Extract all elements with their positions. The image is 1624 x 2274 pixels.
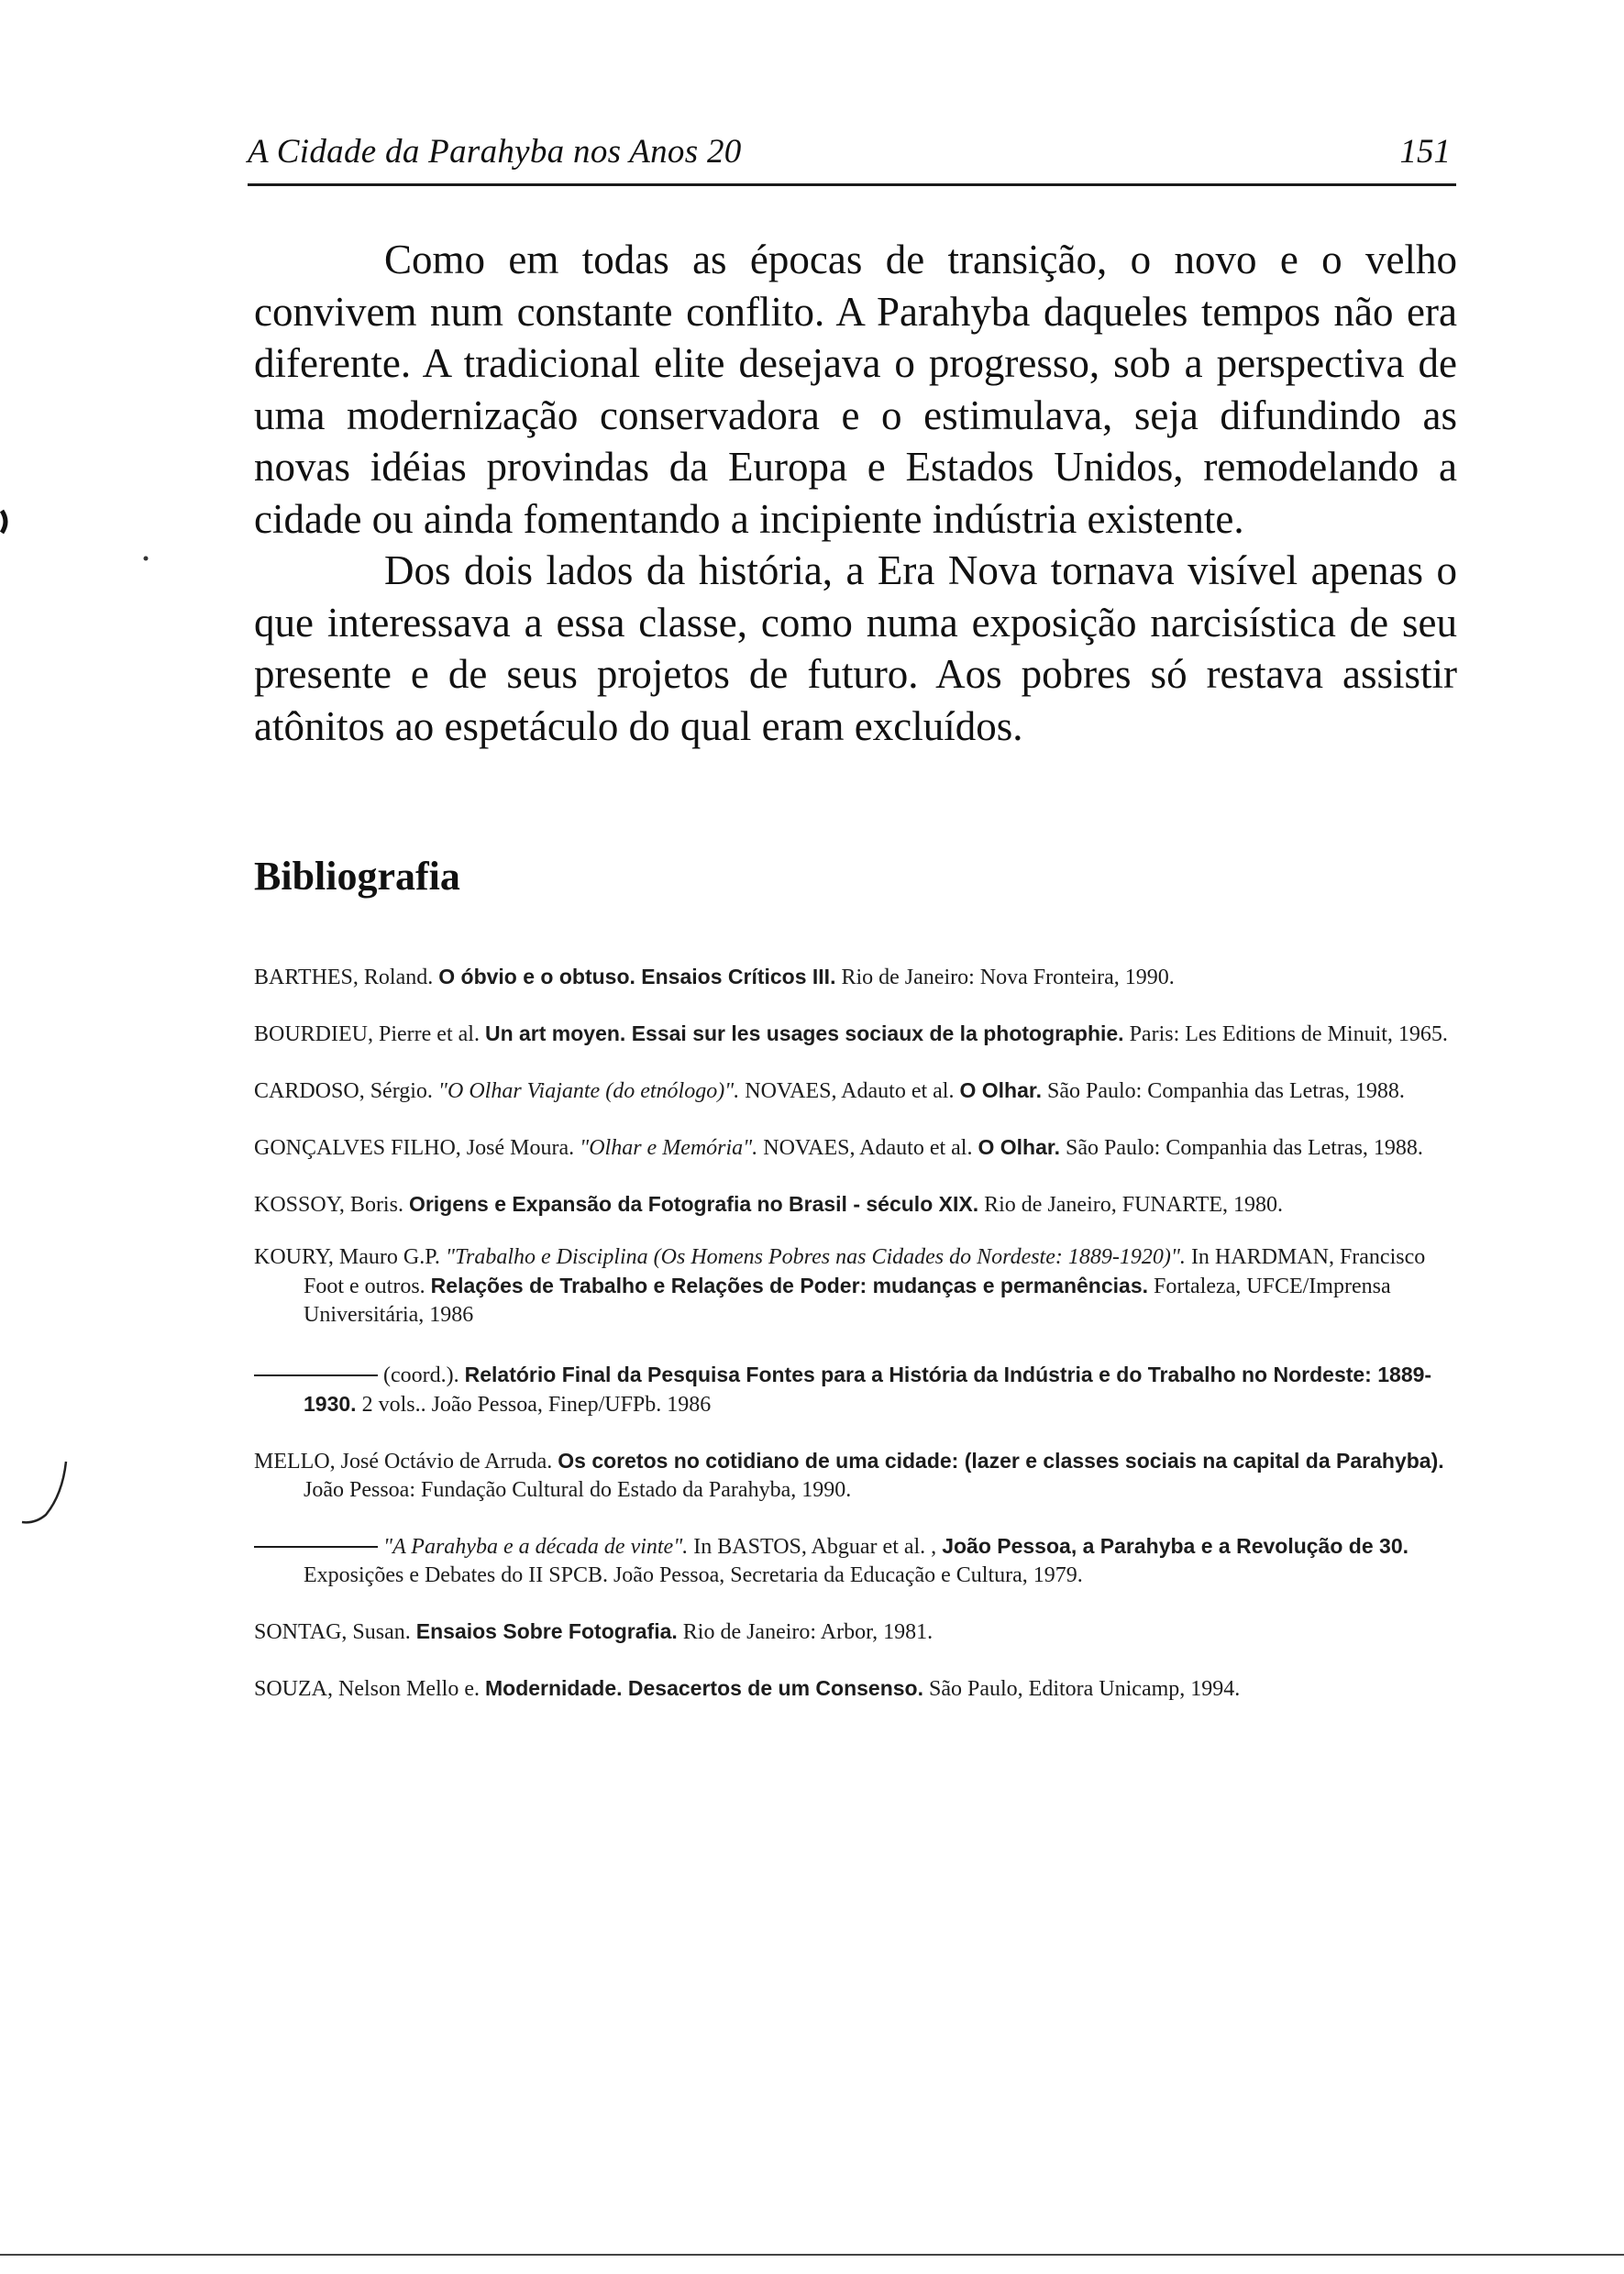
bib-editors: (coord.). (383, 1363, 459, 1387)
scan-mark-left-dot-small (142, 555, 149, 562)
bib-article-title: "A Parahyba e a década de vinte". (383, 1535, 689, 1559)
bibliography-entry (254, 1617, 1455, 1647)
bib-title: O Olhar. (959, 1078, 1042, 1102)
bib-author: SOUZA, Nelson Mello e. (254, 1677, 480, 1701)
bibliography-entry (254, 1190, 1455, 1220)
bibliography-list (254, 963, 1455, 1704)
bib-title: O Olhar. (978, 1135, 1060, 1159)
bibliography-entry (254, 1361, 1455, 1419)
bib-title: Relações de Trabalho e Relações de Poder: mudanças e permanências. (430, 1274, 1148, 1297)
bib-title: Relatório Final da Pesquisa Fontes para a História da Indústria e do Trabalho no Nordeste: 1889-1930. (304, 1363, 1432, 1416)
bib-title: João Pessoa, a Parahyba e a Revolução de 30. (942, 1534, 1409, 1558)
bibliography-entry (254, 1133, 1455, 1163)
bib-publication: Rio de Janeiro: Nova Fronteira, 1990. (841, 966, 1175, 989)
bib-editors: In BASTOS, Abguar et al. , (693, 1535, 937, 1559)
bibliography-entry (254, 1243, 1455, 1330)
bib-publication: São Paulo, Editora Unicamp, 1994. (929, 1677, 1241, 1701)
bibliography-entry (254, 1076, 1455, 1106)
bib-title: Os coretos no cotidiano de uma cidade: (lazer e classes sociais na capital da Parahyba). (558, 1449, 1444, 1473)
bib-editors: NOVAES, Adauto et al. (763, 1136, 973, 1160)
bib-author: KOSSOY, Boris. (254, 1193, 403, 1217)
bib-publication: Fortaleza, UFCE/Imprensa Universitária, 1986 (304, 1275, 1391, 1327)
bib-article-title: "Olhar e Memória". (580, 1136, 758, 1160)
bibliography-entry (254, 963, 1455, 992)
bib-publication: São Paulo: Companhia das Letras, 1988. (1046, 1079, 1405, 1103)
bib-publication: João Pessoa: Fundação Cultural do Estado da Parahyba, 1990. (304, 1478, 852, 1502)
bibliography-entry (254, 1532, 1455, 1590)
bib-title: Un art moyen. Essai sur les usages sociaux de la photographie. (484, 1021, 1124, 1045)
scan-mark-pencil-stroke (18, 1458, 73, 1531)
bib-publication: Rio de Janeiro, FUNARTE, 1980. (984, 1193, 1283, 1217)
bibliography-entry (254, 1447, 1455, 1505)
bib-editors: In HARDMAN, Francisco Foot e outros. (304, 1245, 1426, 1298)
bib-title: Modernidade. Desacertos de um Consenso. (484, 1676, 923, 1700)
bib-title: Origens e Expansão da Fotografia no Brasil - século XIX. (408, 1192, 979, 1216)
bib-author: CARDOSO, Sérgio. (254, 1079, 433, 1103)
bib-publication: Paris: Les Editions de Minuit, 1965. (1129, 1022, 1448, 1046)
page-number: 151 (1399, 133, 1451, 171)
paragraph: Dos dois lados da história, a Era Nova tornava visível apenas o que interessava a essa classe, como numa exposição narcisística de seu presente e de seus projetos de futuro. Aos pobres só restava assistir atônitos ao espetáculo do qual eram excluídos. (254, 547, 1457, 749)
running-header (248, 127, 1456, 186)
scan-mark-left-dot (0, 509, 11, 535)
bibliography-entry (254, 1674, 1455, 1704)
body-text (254, 234, 1457, 752)
bibliography-entry (254, 1020, 1455, 1049)
bib-author: KOURY, Mauro G.P. (254, 1245, 440, 1269)
bibliography-heading: Bibliografia (254, 854, 460, 899)
bib-author: GONÇALVES FILHO, José Moura. (254, 1136, 575, 1160)
bib-publication: São Paulo: Companhia das Letras, 1988. (1065, 1136, 1423, 1160)
bib-article-title: "Trabalho e Disciplina (Os Homens Pobres nas Cidades do Nordeste: 1889-1920)". (445, 1245, 1186, 1269)
bib-title: Ensaios Sobre Fotografia. (415, 1619, 678, 1643)
scan-bottom-edge (0, 2254, 1624, 2256)
bib-author: MELLO, José Octávio de Arruda. (254, 1450, 553, 1474)
bib-author: BOURDIEU, Pierre et al. (254, 1022, 480, 1046)
ditto-line (254, 1374, 378, 1376)
bib-author: SONTAG, Susan. (254, 1620, 411, 1644)
bib-title: O óbvio e o obtuso. Ensaios Críticos III. (438, 965, 836, 988)
bib-editors: NOVAES, Adauto et al. (745, 1079, 955, 1103)
bib-article-title: "O Olhar Viajante (do etnólogo)". (437, 1079, 740, 1103)
ditto-line (254, 1546, 378, 1548)
bib-publication: Rio de Janeiro: Arbor, 1981. (682, 1620, 934, 1644)
paragraph: Como em todas as épocas de transição, o novo e o velho convivem num constante conflito. A Parahyba daqueles tempos não era diferente. A tradicional elite desejava o progresso, sob a perspectiva de uma modernização conservadora e o estimulava, seja difundindo as novas idéias provindas da Europa e Estados Unidos, remodelando a cidade ou ainda fomentando a incipiente indústria existente. (254, 237, 1457, 542)
bib-publication: 2 vols.. João Pessoa, Finep/UFPb. 1986 (361, 1393, 712, 1417)
bib-author: BARTHES, Roland. (254, 966, 434, 989)
bib-publication: Exposições e Debates do II SPCB. João Pessoa, Secretaria da Educação e Cultura, 1979. (304, 1563, 1083, 1587)
running-title: A Cidade da Parahyba nos Anos 20 (248, 133, 742, 171)
